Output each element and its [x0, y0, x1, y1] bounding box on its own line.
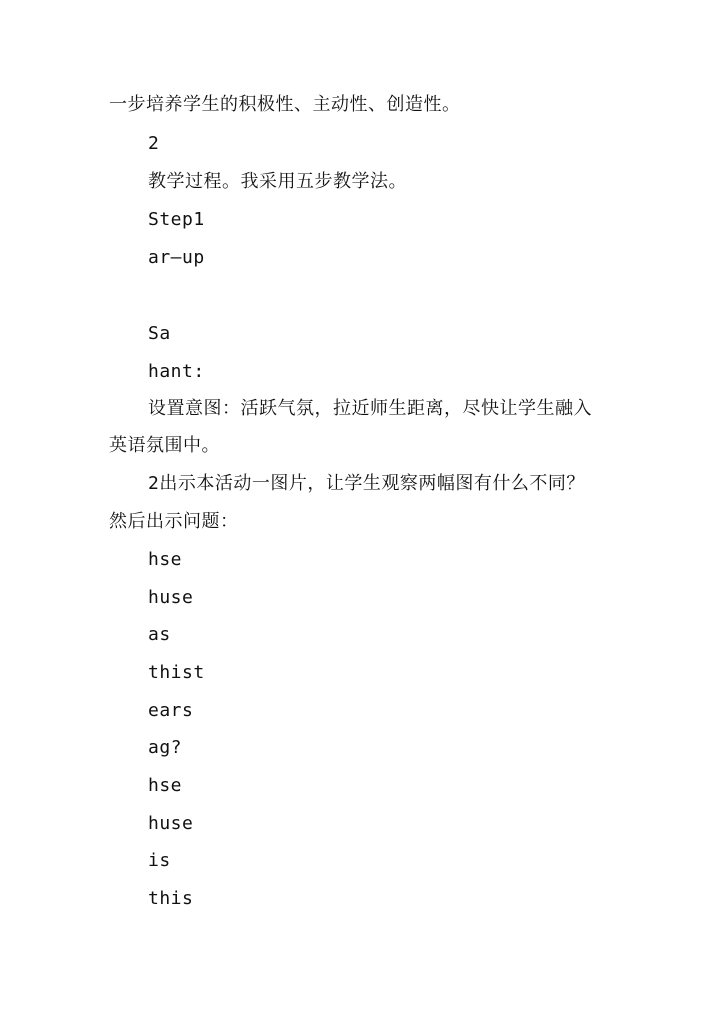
paragraph-line: hant: [148, 361, 205, 382]
question-fragment: this [148, 888, 194, 909]
question-fragment: is [148, 850, 171, 871]
section-number: 2 [148, 133, 160, 154]
question-fragment: thist [148, 662, 205, 683]
paragraph-line: ar—up [148, 247, 205, 268]
step-heading: Step1 [148, 209, 205, 230]
question-fragment: ag? [148, 737, 183, 758]
question-fragment: hse [148, 775, 183, 796]
paragraph-line: 一步培养学生的积极性、主动性、创造性。 [109, 94, 461, 115]
question-fragment: huse [148, 587, 194, 608]
paragraph-line: 2出示本活动一图片，让学生观察两幅图有什么不同？ [148, 473, 585, 494]
question-fragment: ears [148, 700, 194, 721]
question-fragment: huse [148, 813, 194, 834]
paragraph-line: 教学过程。我采用五步教学法。 [148, 171, 407, 192]
paragraph-line: 英语氛围中。 [109, 435, 220, 456]
paragraph-line: 然后出示问题： [109, 511, 239, 532]
paragraph-line: 设置意图：活跃气氛，拉近师生距离，尽快让学生融入 [148, 398, 592, 419]
question-fragment: as [148, 624, 171, 645]
paragraph-line: Sa [148, 323, 171, 344]
question-fragment: hse [148, 549, 183, 570]
